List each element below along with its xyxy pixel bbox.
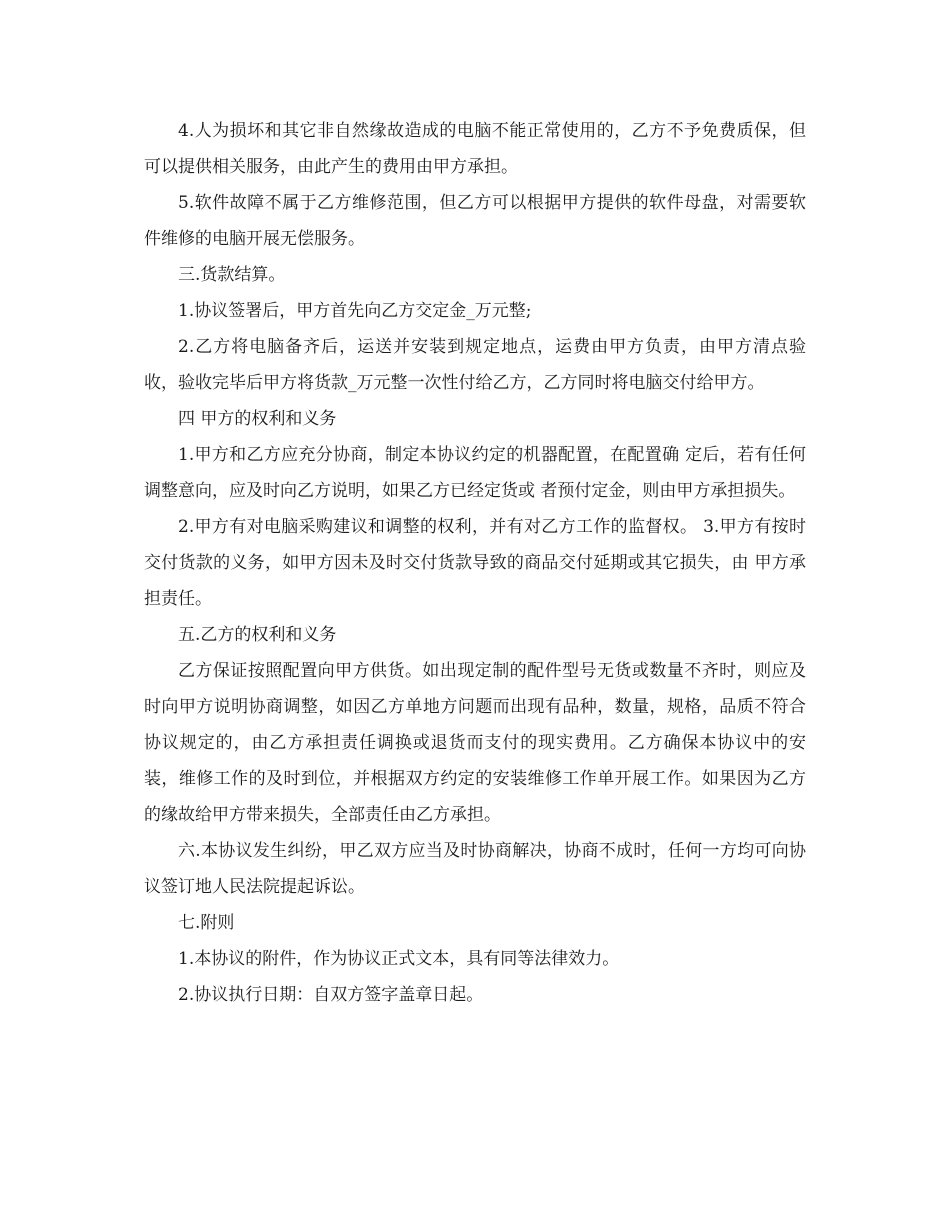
document-body	[144, 113, 806, 1013]
clause-4-damage: 4.人为损坏和其它非自然缘故造成的电脑不能正常使用的，乙方不予免费质保，但可以提供相关服务，由此产生的费用由甲方承担。	[144, 121, 806, 177]
clause-party-a-2: 2.甲方有对电脑采购建议和调整的权利，并有对乙方工作的监督权。 3.甲方有按时交付货款的义务，如甲方因未及时交付货款导致的商品交付延期或其它损失，由 甲方承担责任。	[144, 517, 806, 609]
clause-party-b: 乙方保证按照配置向甲方供货。如出现定制的配件型号无货或数量不齐时，则应及时向甲方说明协商调整，如因乙方单地方问题而出现有品种，数量，规格，品质不符合协议规定的，由乙方承担责任调换或退货而支付的现实费用。乙方确保本协议中的安装，维修工作的及时到位，并根据双方约定的安装维修工作单开展工作。如果因为乙方的缘故给甲方带来损失，全部责任由乙方承担。	[144, 661, 806, 825]
section-heading-party-b: 五.乙方的权利和义务	[178, 625, 337, 645]
clause-appendix-1: 1.本协议的附件，作为协议正式文本，具有同等法律效力。	[178, 949, 620, 969]
clause-payment-1: 1.协议签署后，甲方首先向乙方交定金_万元整;	[178, 301, 532, 321]
section-heading-appendix: 七.附则	[178, 913, 235, 933]
section-heading-party-a: 四 甲方的权利和义务	[178, 409, 337, 429]
clause-disputes: 六.本协议发生纠纷，甲乙双方应当及时协商解决，协商不成时，任何一方均可向协议签订地人民法院提起诉讼。	[144, 841, 806, 897]
clause-appendix-2: 2.协议执行日期：自双方签字盖章日起。	[178, 985, 484, 1005]
section-heading-payment: 三.货款结算。	[178, 265, 286, 285]
clause-payment-2: 2.乙方将电脑备齐后，运送并安装到规定地点，运费由甲方负责，由甲方清点验收，验收完毕后甲方将货款_万元整一次性付给乙方，乙方同时将电脑交付给甲方。	[144, 337, 806, 393]
clause-5-software: 5.软件故障不属于乙方维修范围，但乙方可以根据甲方提供的软件母盘，对需要软件维修的电脑开展无偿服务。	[144, 193, 806, 249]
clause-party-a-1: 1.甲方和乙方应充分协商，制定本协议约定的机器配置，在配置确 定后，若有任何调整意向，应及时向乙方说明，如果乙方已经定货或 者预付定金，则由甲方承担损失。	[144, 445, 806, 501]
